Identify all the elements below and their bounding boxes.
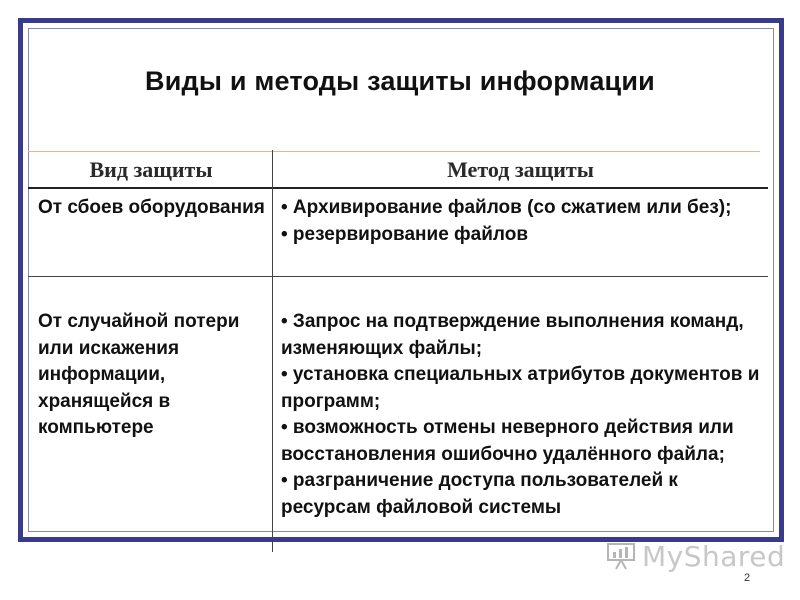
row-2-method-1: • Запрос на подтверждение выполнения команд, изменяющих файлы; xyxy=(281,311,744,359)
table-row-divider xyxy=(28,276,768,277)
watermark-text: MyShared xyxy=(642,539,786,573)
row-2-methods xyxy=(281,309,766,521)
row-1-method-2: • резервирование файлов xyxy=(281,223,529,245)
column-header-method: Метод защиты xyxy=(447,157,594,182)
page-number: 2 xyxy=(744,572,751,584)
watermark xyxy=(606,538,785,574)
row-2-method-2: • установка специальных атрибутов документов и программ; xyxy=(281,364,760,412)
row-2-method-3: • возможность отмены неверного действия или восстановления ошибочно удалённого файла; xyxy=(281,417,734,465)
row-2-method-4: • разграничение доступа пользователей к ресурсам файловой системы xyxy=(281,470,678,518)
row-2-type: От случайной потери или искажения информации, хранящейся в компьютере xyxy=(38,311,240,438)
slide-title: Виды и методы защиты информации xyxy=(145,66,655,96)
presentation-chart-icon xyxy=(606,541,636,571)
row-1-type: От сбоев оборудования xyxy=(38,197,265,218)
column-header-type: Вид защиты xyxy=(89,157,213,182)
table-header-rule xyxy=(28,187,768,189)
row-1-methods xyxy=(281,195,766,248)
table-column-divider xyxy=(272,150,273,552)
row-1-method-1: • Архивирование файлов (со сжатием или без); xyxy=(281,197,732,218)
table-top-rule xyxy=(28,151,760,152)
